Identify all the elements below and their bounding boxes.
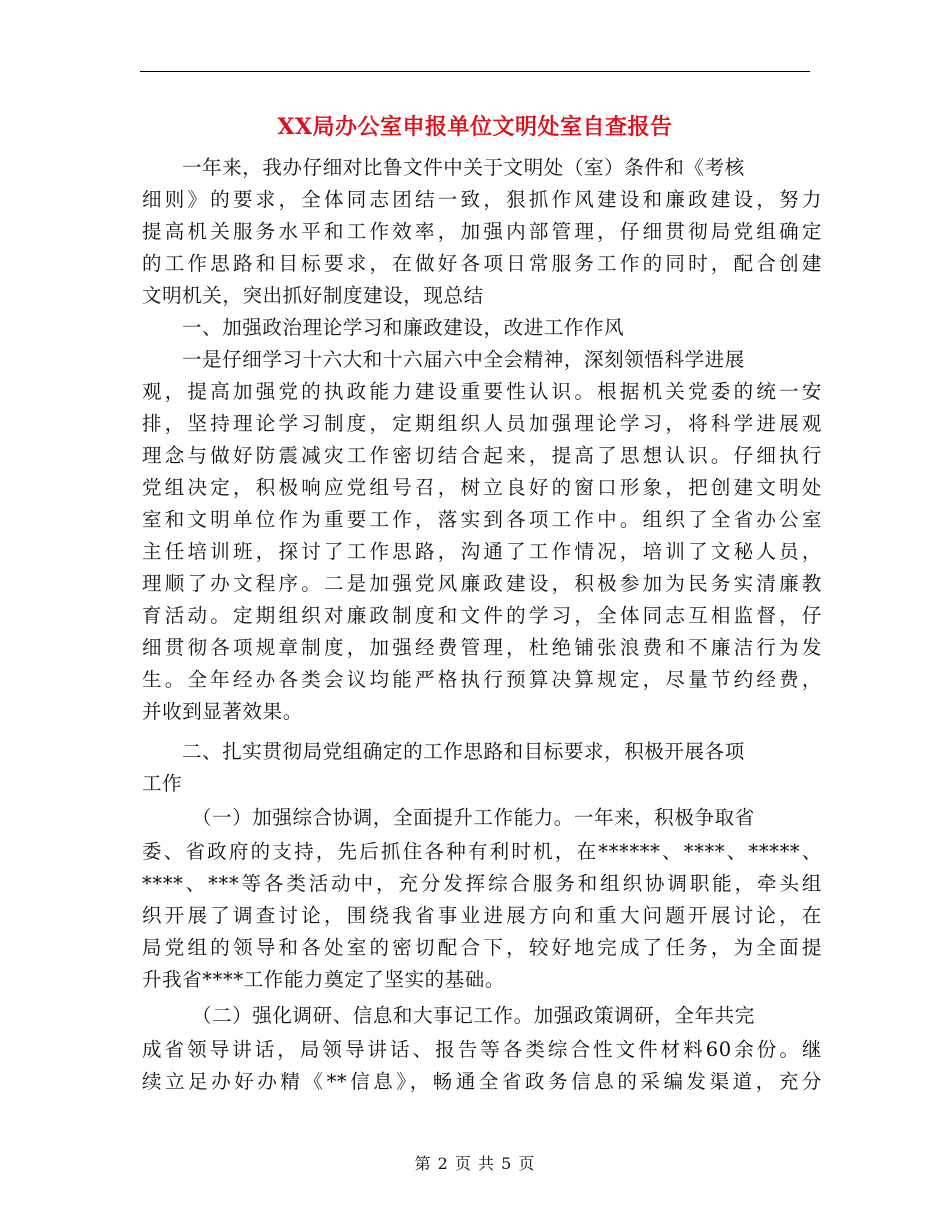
paragraph-line: 一是仔细学习十六大和十六届六中全会精神，深刻领悟科学进展	[182, 348, 745, 371]
header-rule	[140, 71, 810, 72]
paragraph-line: 主任培训班，探讨了工作思路，沟通了工作情况，培训了文秘人员，	[142, 540, 822, 563]
paragraph-line: 排，坚持理论学习制度，定期组织人员加强理论学习，将科学进展观	[142, 412, 822, 435]
paragraph-line: （一）加强综合协调，全面提升工作能力。一年来，积极争取省	[192, 806, 755, 829]
paragraph-line: 育活动。定期组织对廉政制度和文件的学习，全体同志互相监督，仔	[142, 604, 822, 627]
paragraph-line: 并收到显著效果。	[142, 700, 303, 723]
document-title: XX局办公室申报单位文明处室自查报告	[277, 114, 673, 140]
paragraph-line: 委、省政府的支持，先后抓住各种有利时机，在******、****、*****、	[142, 840, 822, 863]
section-heading: 工作	[142, 772, 183, 795]
paragraph-line: （二）强化调研、信息和大事记工作。加强政策调研，全年共完	[192, 1004, 755, 1027]
paragraph-line: 局党组的领导和各处室的密切配合下，较好地完成了任务，为全面提	[142, 936, 822, 959]
paragraph-line: 理顺了办文程序。二是加强党风廉政建设，积极参加为民务实清廉教	[142, 572, 822, 595]
paragraph-line: 的工作思路和目标要求，在做好各项日常服务工作的同时，配合创建	[142, 252, 822, 275]
paragraph-line: 提高机关服务水平和工作效率，加强内部管理，仔细贯彻局党组确定	[142, 220, 822, 243]
paragraph-line: 升我省****工作能力奠定了坚实的基础。	[142, 968, 506, 991]
paragraph-line: 观，提高加强党的执政能力建设重要性认识。根据机关党委的统一安	[142, 380, 822, 403]
section-heading: 一、加强政治理论学习和廉政建设，改进工作作风	[182, 316, 625, 339]
paragraph-line: 细则》的要求，全体同志团结一致，狠抓作风建设和廉政建设，努力	[142, 188, 822, 211]
paragraph-line: 织开展了调查讨论，围绕我省事业进展方向和重大问题开展讨论，在	[142, 904, 822, 927]
paragraph-line: 续立足办好办精《**信息》，畅通全省政务信息的采编发渠道，充分	[142, 1070, 822, 1093]
page-number: 第 2 页 共 5 页	[414, 1154, 536, 1173]
paragraph-line: 理念与做好防震减灾工作密切结合起来，提高了思想认识。仔细执行	[142, 444, 822, 467]
paragraph-line: 党组决定，积极响应党组号召，树立良好的窗口形象，把创建文明处	[142, 476, 822, 499]
paragraph-line: 成省领导讲话，局领导讲话、报告等各类综合性文件材料60余份。继	[142, 1038, 822, 1061]
paragraph-line: 生。全年经办各类会议均能严格执行预算决算规定，尽量节约经费，	[142, 668, 822, 691]
paragraph-line: ****、***等各类活动中，充分发挥综合服务和组织协调职能，牵头组	[142, 872, 822, 895]
paragraph-line: 细贯彻各项规章制度，加强经费管理，杜绝铺张浪费和不廉洁行为发	[142, 636, 822, 659]
paragraph-line: 一年来，我办仔细对比鲁文件中关于文明处（室）条件和《考核	[182, 156, 745, 179]
section-heading: 二、扎实贯彻局党组确定的工作思路和目标要求，积极开展各项	[182, 740, 745, 763]
paragraph-line: 室和文明单位作为重要工作，落实到各项工作中。组织了全省办公室	[142, 508, 822, 531]
paragraph-line: 文明机关，突出抓好制度建设，现总结	[142, 284, 484, 307]
